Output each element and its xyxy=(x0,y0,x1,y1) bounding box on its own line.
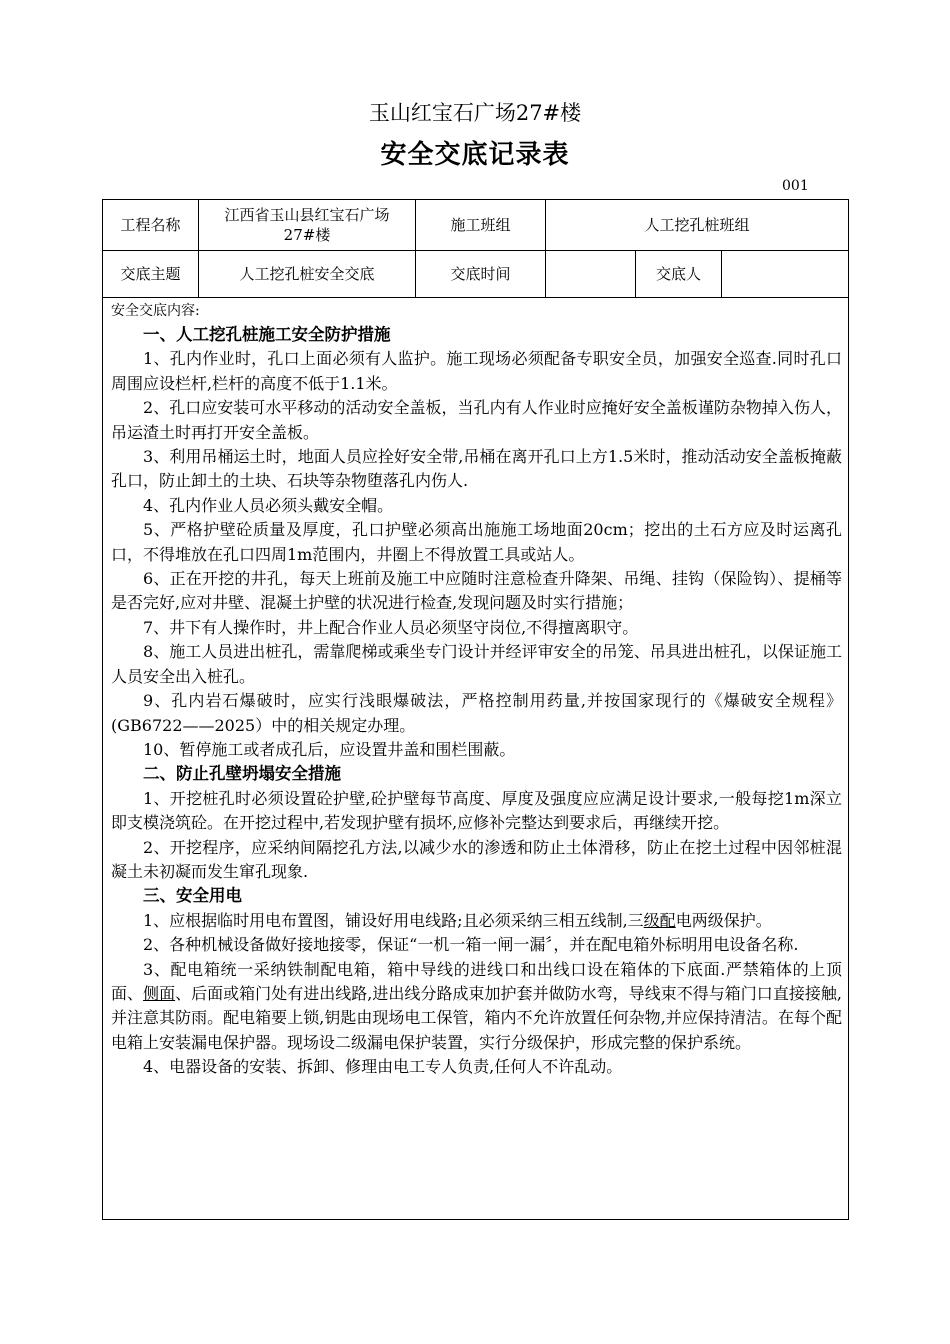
item-text: 1、应根据临时用电布置图，铺设好用电线路;且必须采纳三相五线制,三 xyxy=(143,910,644,930)
team-label: 施工班组 xyxy=(450,216,511,234)
project-name-line2: 27#楼 xyxy=(283,226,331,244)
section-heading: 二、防止孔壁坍塌安全措施 xyxy=(143,764,341,784)
list-item: 2、各种机械设备做好接地接零，保证“一机一箱一闸一漏〞，并在配电箱外标明用电设备名称. xyxy=(143,935,799,955)
section-heading: 一、人工挖孔桩施工安全防护措施 xyxy=(143,325,391,344)
briefing-content xyxy=(111,301,842,1080)
list-item: 5、严格护壁砼质量及厚度，孔口护壁必须高出施施工场地面20cm；挖出的土石方应及时运离孔口，不得堆放在孔口四周1m范围内，井圈上不得放置工具或站人。 xyxy=(111,520,842,564)
list-item xyxy=(111,909,842,933)
project-name-label: 工程名称 xyxy=(120,216,181,234)
form-title: 安全交底记录表 xyxy=(380,140,570,170)
project-name-line1: 江西省玉山县红宝石广场 xyxy=(224,206,390,224)
section-heading: 三、安全用电 xyxy=(143,886,242,906)
list-item: 3、利用吊桶运土时，地面人员应拴好安全带,吊桶在离开孔口上方1.5米时，推动活动安全盖板掩蔽孔口，防止卸土的土块、石块等杂物堕落孔内伤人. xyxy=(111,447,842,491)
list-item: 9、孔内岩石爆破时，应实行浅眼爆破法，严格控制用药量,并按国家现行的《爆破安全规程》(GB6722——2025）中的相关规定办理。 xyxy=(111,691,842,735)
list-item: 8、施工人员进出桩孔，需靠爬梯或乘坐专门设计并经评审安全的吊笼、吊具进出桩孔，以保证施工人员安全出入桩孔。 xyxy=(111,642,842,686)
topic-value: 人工挖孔桩安全交底 xyxy=(239,265,375,283)
list-item xyxy=(111,958,842,1056)
list-item: 1、孔内作业时，孔口上面必须有人监护。施工现场必须配备专职安全员，加强安全巡查.同时孔口周围应设栏杆,栏杆的高度不低于1.1米。 xyxy=(111,349,842,393)
time-value xyxy=(546,251,635,297)
list-item: 7、井下有人操作时，井上配合作业人员必须坚守岗位,不得擅离职守。 xyxy=(143,617,639,637)
team-value: 人工挖孔桩班组 xyxy=(644,216,750,234)
list-item: 2、孔口应安装可水平移动的活动安全盖板，当孔内有人作业时应掩好安全盖板谨防杂物掉入伤人，吊运渣土时再打开安全盖板。 xyxy=(111,398,842,442)
list-item: 1、开挖桩孔时必须设置砼护壁,砼护壁每节高度、厚度及强度应应满足设计要求,一般每挖1m深立即支模浇筑砼。在开挖过程中,若发现护壁有损坏,应修补完整达到要求后，再继续开挖。 xyxy=(111,788,842,833)
content-intro: 安全交底内容: xyxy=(111,303,200,319)
person-label: 交底人 xyxy=(655,265,701,283)
list-item: 2、开挖程序，应采纳间隔挖孔方法,以减少水的渗透和防止土体滑移，防止在挖土过程中因邻桩混凝土未初凝而发生窜孔现象. xyxy=(111,837,842,881)
topic-label: 交底主题 xyxy=(120,265,181,283)
time-label: 交底时间 xyxy=(450,265,511,283)
project-title: 玉山红宝石广场27#楼 xyxy=(368,101,582,125)
row-divider xyxy=(103,297,848,298)
list-item: 4、电器设备的安装、拆卸、修理由电工专人负责,任何人不许乱动。 xyxy=(143,1057,623,1077)
document-number: 001 xyxy=(782,178,809,194)
list-item: 6、正在开挖的井孔，每天上班前及施工中应随时注意检查升降架、吊绳、挂钩（保险钩）、提桶等是否完好,应对井壁、混凝土护壁的状况进行检查,发现问题及时实行措施； xyxy=(111,569,842,613)
list-item: 4、孔内作业人员必须头戴安全帽。 xyxy=(143,495,394,515)
project-name-value xyxy=(199,200,415,250)
item-text: 3、配电箱统一采纳铁制配电箱，箱中导线的进线口和出线口设在箱体的下底面.严禁箱体的上顶面、 xyxy=(111,959,842,1003)
underlined-text: 级配 xyxy=(643,910,676,930)
safety-briefing-form xyxy=(102,199,849,1220)
item-text: 电两级保护。 xyxy=(675,910,772,930)
person-value xyxy=(722,251,848,297)
underlined-text: 侧面 xyxy=(143,983,176,1003)
item-text: 、后面或箱门处有进出线路,进出线分路成束加护套并做防水弯，导线束不得与箱门口直接接触,并注意其防雨。配电箱要上锁,钥匙由现场电工保管，箱内不允许放置任何杂物,并应保持清洁。在每个配电箱上安装漏电保护器。现场设二级漏电保护装置，实行分级保护，形成完整的保护系统。 xyxy=(111,983,842,1052)
list-item: 10、暂停施工或者成孔后，应设置井盖和围栏围蔽。 xyxy=(143,739,516,759)
